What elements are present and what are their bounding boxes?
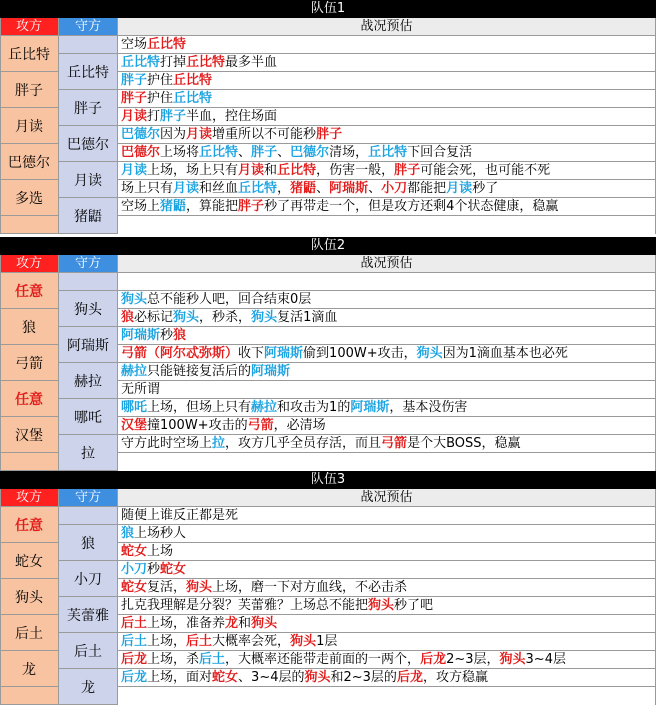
character-name: 后龙 bbox=[121, 652, 148, 667]
summary-line[interactable] bbox=[118, 381, 656, 399]
summary-text: 上场，面对 bbox=[147, 670, 213, 685]
character-name: 猪鼯 bbox=[160, 199, 187, 214]
defender-cell[interactable]: 月读 bbox=[59, 162, 118, 198]
summary-text: 无所谓 bbox=[121, 382, 161, 397]
defender-cell[interactable]: 哪吒 bbox=[59, 399, 118, 435]
attacker-header: 攻方 bbox=[0, 255, 59, 273]
defender-cell[interactable]: 狗头 bbox=[59, 291, 118, 327]
defender-cell[interactable]: 狼 bbox=[59, 525, 118, 561]
character-name: 阿瑞斯 bbox=[264, 346, 304, 361]
team-block-1 bbox=[0, 0, 656, 234]
character-name: 蛇女 bbox=[121, 580, 148, 595]
summary-line[interactable] bbox=[118, 345, 656, 363]
summary-text: 因为 bbox=[160, 127, 187, 142]
character-name: 蛇女 bbox=[160, 562, 187, 577]
summary-text: 上场，准备养 bbox=[147, 616, 226, 631]
character-name: 弓箭 bbox=[247, 418, 274, 433]
summary-line[interactable] bbox=[118, 72, 656, 90]
summary-text: 和2~3层的 bbox=[330, 670, 397, 685]
attacker-cell[interactable]: 狗头 bbox=[0, 579, 59, 615]
summary-text: 清场， bbox=[329, 145, 369, 160]
character-name: 小刀 bbox=[381, 181, 408, 196]
summary-line[interactable] bbox=[118, 198, 656, 216]
character-name: 丘比特 bbox=[186, 55, 226, 70]
summary-text: 必标记 bbox=[134, 310, 174, 325]
summary-line[interactable] bbox=[118, 417, 656, 435]
summary-text: 最多半血 bbox=[225, 55, 278, 70]
summary-text: 大概率会死， bbox=[212, 634, 291, 649]
character-name: 胖子 bbox=[251, 145, 278, 160]
summary-text: 场上只有 bbox=[121, 181, 174, 196]
defender-cell-empty bbox=[59, 507, 118, 525]
character-name: 阿瑞斯 bbox=[329, 181, 369, 196]
defender-cell[interactable]: 巴德尔 bbox=[59, 126, 118, 162]
summary-text: 只能链接复活后的 bbox=[147, 364, 252, 379]
summary-text: ，大概率还能带走前面的一两个， bbox=[225, 652, 421, 667]
character-name: 丘比特 bbox=[238, 181, 278, 196]
character-name: 狗头 bbox=[251, 616, 278, 631]
character-name: 狗头 bbox=[290, 634, 317, 649]
summary-line[interactable] bbox=[118, 597, 656, 615]
defender-cell-empty bbox=[59, 36, 118, 54]
summary-text: 守方此时空场上 bbox=[121, 436, 213, 451]
character-name: 蛇女 bbox=[121, 544, 148, 559]
character-name: 月读 bbox=[121, 109, 148, 124]
summary-text: 和丝血 bbox=[199, 181, 239, 196]
character-name: 狗头 bbox=[304, 670, 331, 685]
team-title: 队伍3 bbox=[0, 471, 656, 489]
summary-text: 收下 bbox=[238, 346, 265, 361]
character-name: 丘比特 bbox=[121, 55, 161, 70]
summary-text: 、 bbox=[238, 145, 252, 160]
summary-text: 增重所以不可能秒 bbox=[212, 127, 317, 142]
summary-header: 战况预估 bbox=[118, 18, 656, 36]
team-block-3 bbox=[0, 471, 656, 705]
summary-text: 和 bbox=[264, 163, 278, 178]
attacker-cell-empty bbox=[0, 216, 59, 234]
attacker-cell[interactable]: 丘比特 bbox=[0, 36, 59, 72]
character-name: 后土 bbox=[199, 652, 226, 667]
summary-line[interactable] bbox=[118, 507, 656, 525]
defender-cell[interactable]: 小刀 bbox=[59, 561, 118, 597]
character-name: 赫拉 bbox=[121, 364, 148, 379]
character-name: 胖子 bbox=[394, 163, 421, 178]
character-name: 哪吒 bbox=[121, 400, 148, 415]
defender-cell[interactable]: 芙蕾雅 bbox=[59, 597, 118, 633]
summary-text: 偷到100W+攻击， bbox=[303, 346, 417, 361]
summary-line[interactable] bbox=[118, 327, 656, 345]
character-name: 丘比特 bbox=[173, 73, 213, 88]
character-name: 弓箭（阿尔忒弥斯） bbox=[121, 346, 239, 361]
attacker-cell[interactable]: 任意 bbox=[0, 273, 59, 309]
character-name: 小刀 bbox=[121, 562, 148, 577]
summary-text: 打 bbox=[147, 109, 161, 124]
summary-text: 扎克我理解是分裂？芙蕾雅？上场总不能把 bbox=[121, 598, 369, 613]
defender-cell[interactable]: 丘比特 bbox=[59, 54, 118, 90]
summary-text: 上场秒人 bbox=[134, 526, 187, 541]
summary-text: 上场将 bbox=[160, 145, 200, 160]
attacker-cell-empty bbox=[0, 687, 59, 705]
attacker-header: 攻方 bbox=[0, 489, 59, 507]
summary-text: 和 bbox=[238, 616, 252, 631]
summary-text: 撞100W+攻击的 bbox=[147, 418, 248, 433]
summary-text: 、 bbox=[277, 145, 291, 160]
summary-line[interactable] bbox=[118, 144, 656, 162]
summary-text: 2~3层， bbox=[446, 652, 500, 667]
summary-text: 半血，控住场面 bbox=[186, 109, 278, 124]
summary-text: 护住 bbox=[147, 73, 174, 88]
character-name: 狗头 bbox=[368, 598, 395, 613]
summary-header: 战况预估 bbox=[118, 255, 656, 273]
attacker-cell[interactable]: 蛇女 bbox=[0, 543, 59, 579]
summary-line[interactable] bbox=[118, 579, 656, 597]
character-name: 龙 bbox=[225, 616, 239, 631]
summary-text: 上场 bbox=[147, 544, 174, 559]
summary-text: 下回合复活 bbox=[407, 145, 473, 160]
attacker-cell[interactable]: 后土 bbox=[0, 615, 59, 651]
character-name: 拉 bbox=[212, 436, 226, 451]
summary-text: 秒 bbox=[147, 562, 161, 577]
character-name: 蛇女 bbox=[212, 670, 239, 685]
attacker-cell-empty bbox=[0, 453, 59, 471]
summary-header: 战况预估 bbox=[118, 489, 656, 507]
character-name: 后龙 bbox=[121, 670, 148, 685]
summary-text: ，基本没伤害 bbox=[389, 400, 468, 415]
summary-text: 上场，杀 bbox=[147, 652, 200, 667]
summary-text: 上场，但场上只有 bbox=[147, 400, 252, 415]
character-name: 后土 bbox=[121, 634, 148, 649]
character-name: 弓箭 bbox=[381, 436, 408, 451]
summary-text: 上场，场上只有 bbox=[147, 163, 239, 178]
summary-text: 都能把 bbox=[407, 181, 447, 196]
summary-text: ，伤害一般， bbox=[316, 163, 395, 178]
attacker-cell[interactable]: 任意 bbox=[0, 507, 59, 543]
summary-text: 是个大BOSS，稳赢 bbox=[407, 436, 521, 451]
character-name: 丘比特 bbox=[368, 145, 408, 160]
summary-line[interactable] bbox=[118, 615, 656, 633]
summary-line[interactable] bbox=[118, 435, 656, 453]
character-name: 胖子 bbox=[160, 109, 187, 124]
summary-text: 秒了再带走一个，但是攻方还剩4个状态健康，稳赢 bbox=[264, 199, 559, 214]
summary-text: 秒 bbox=[160, 328, 174, 343]
defender-cell[interactable]: 后土 bbox=[59, 633, 118, 669]
attacker-cell[interactable]: 汉堡 bbox=[0, 417, 59, 453]
team-block-2 bbox=[0, 237, 656, 471]
defender-cell[interactable]: 阿瑞斯 bbox=[59, 327, 118, 363]
summary-text: 上场， bbox=[147, 634, 187, 649]
attacker-cell[interactable]: 月读 bbox=[0, 108, 59, 144]
summary-text: ，攻方稳赢 bbox=[422, 670, 488, 685]
summary-text: 随便上谁反正都是死 bbox=[121, 508, 239, 523]
character-name: 丘比特 bbox=[277, 163, 317, 178]
character-name: 狼 bbox=[173, 328, 187, 343]
character-name: 阿瑞斯 bbox=[350, 400, 390, 415]
character-name: 后土 bbox=[186, 634, 213, 649]
team-title: 队伍1 bbox=[0, 0, 656, 18]
summary-text: ，秒杀， bbox=[199, 310, 252, 325]
attacker-cell[interactable]: 狼 bbox=[0, 309, 59, 345]
character-name: 狗头 bbox=[416, 346, 443, 361]
character-name: 阿瑞斯 bbox=[121, 328, 161, 343]
character-name: 巴德尔 bbox=[290, 145, 330, 160]
character-name: 狼 bbox=[121, 526, 135, 541]
summary-text: 上场，磨一下对方血线，不必击杀 bbox=[212, 580, 408, 595]
character-name: 狗头 bbox=[186, 580, 213, 595]
summary-text: ，攻方几乎全员存活，而且 bbox=[225, 436, 382, 451]
character-name: 后龙 bbox=[396, 670, 423, 685]
summary-text: 、 bbox=[316, 181, 330, 196]
character-name: 狼 bbox=[121, 310, 135, 325]
summary-text: 因为1滴血基本也必死 bbox=[442, 346, 568, 361]
character-name: 胖子 bbox=[238, 199, 265, 214]
summary-line[interactable] bbox=[118, 525, 656, 543]
summary-line[interactable] bbox=[118, 90, 656, 108]
summary-line[interactable] bbox=[118, 363, 656, 381]
defender-cell[interactable]: 龙 bbox=[59, 669, 118, 705]
character-name: 胖子 bbox=[121, 73, 148, 88]
character-name: 月读 bbox=[186, 127, 213, 142]
summary-line[interactable] bbox=[118, 669, 656, 687]
summary-text: 打掉 bbox=[160, 55, 187, 70]
summary-text: 总不能秒人吧，回合结束0层 bbox=[147, 292, 312, 307]
attacker-cell[interactable]: 胖子 bbox=[0, 72, 59, 108]
summary-line[interactable] bbox=[118, 126, 656, 144]
attacker-cell[interactable]: 巴德尔 bbox=[0, 144, 59, 180]
summary-text: 复活1滴血 bbox=[277, 310, 338, 325]
character-name: 胖子 bbox=[121, 91, 148, 106]
defender-cell-empty bbox=[59, 273, 118, 291]
summary-text: 护住 bbox=[147, 91, 174, 106]
defender-header: 守方 bbox=[59, 489, 118, 507]
summary-line[interactable] bbox=[118, 543, 656, 561]
character-name: 月读 bbox=[173, 181, 200, 196]
summary-line[interactable] bbox=[118, 309, 656, 327]
summary-text: ， bbox=[277, 181, 291, 196]
character-name: 丘比特 bbox=[199, 145, 239, 160]
summary-line[interactable] bbox=[118, 633, 656, 651]
team-title: 队伍2 bbox=[0, 237, 656, 255]
character-name: 胖子 bbox=[316, 127, 343, 142]
attacker-cell[interactable]: 任意 bbox=[0, 381, 59, 417]
character-name: 狗头 bbox=[121, 292, 148, 307]
summary-text: 可能会死，也可能不死 bbox=[420, 163, 551, 178]
character-name: 狗头 bbox=[499, 652, 526, 667]
character-name: 巴德尔 bbox=[121, 127, 161, 142]
summary-line[interactable] bbox=[118, 651, 656, 669]
summary-text: 、 bbox=[368, 181, 382, 196]
summary-text: 空场 bbox=[121, 37, 148, 52]
attacker-header: 攻方 bbox=[0, 18, 59, 36]
summary-line[interactable] bbox=[118, 108, 656, 126]
summary-text: 空场上 bbox=[121, 199, 161, 214]
summary-line[interactable] bbox=[118, 180, 656, 198]
character-name: 月读 bbox=[446, 181, 473, 196]
defender-cell[interactable]: 拉 bbox=[59, 435, 118, 471]
summary-text: 和攻击为1的 bbox=[277, 400, 351, 415]
character-name: 月读 bbox=[121, 163, 148, 178]
summary-line[interactable] bbox=[118, 162, 656, 180]
defender-cell[interactable]: 胖子 bbox=[59, 90, 118, 126]
character-name: 月读 bbox=[238, 163, 265, 178]
character-name: 猪鼯 bbox=[290, 181, 317, 196]
summary-line[interactable] bbox=[118, 273, 656, 291]
character-name: 赫拉 bbox=[251, 400, 278, 415]
summary-text: 复活， bbox=[147, 580, 187, 595]
character-name: 后龙 bbox=[420, 652, 447, 667]
attacker-cell[interactable]: 多选 bbox=[0, 180, 59, 216]
summary-text: 秒了 bbox=[472, 181, 499, 196]
character-name: 丘比特 bbox=[173, 91, 213, 106]
defender-header: 守方 bbox=[59, 18, 118, 36]
defender-cell[interactable]: 赫拉 bbox=[59, 363, 118, 399]
summary-line[interactable] bbox=[118, 291, 656, 309]
summary-line[interactable] bbox=[118, 54, 656, 72]
summary-text: ，算能把 bbox=[186, 199, 239, 214]
character-name: 阿瑞斯 bbox=[251, 364, 291, 379]
summary-text: 秒了吧 bbox=[394, 598, 434, 613]
summary-text: 1层 bbox=[316, 634, 338, 649]
summary-line[interactable] bbox=[118, 36, 656, 54]
character-name: 狗头 bbox=[251, 310, 278, 325]
defender-cell[interactable]: 猪鼯 bbox=[59, 198, 118, 234]
attacker-cell[interactable]: 弓箭 bbox=[0, 345, 59, 381]
character-name: 巴德尔 bbox=[121, 145, 161, 160]
summary-line[interactable] bbox=[118, 399, 656, 417]
summary-line[interactable] bbox=[118, 561, 656, 579]
summary-text: 3~4层 bbox=[525, 652, 566, 667]
attacker-cell[interactable]: 龙 bbox=[0, 651, 59, 687]
summary-text: 、3~4层的 bbox=[238, 670, 305, 685]
summary-text: ，必清场 bbox=[273, 418, 326, 433]
defender-header: 守方 bbox=[59, 255, 118, 273]
character-name: 汉堡 bbox=[121, 418, 148, 433]
character-name: 后土 bbox=[121, 616, 148, 631]
character-name: 丘比特 bbox=[147, 37, 187, 52]
character-name: 狗头 bbox=[173, 310, 200, 325]
